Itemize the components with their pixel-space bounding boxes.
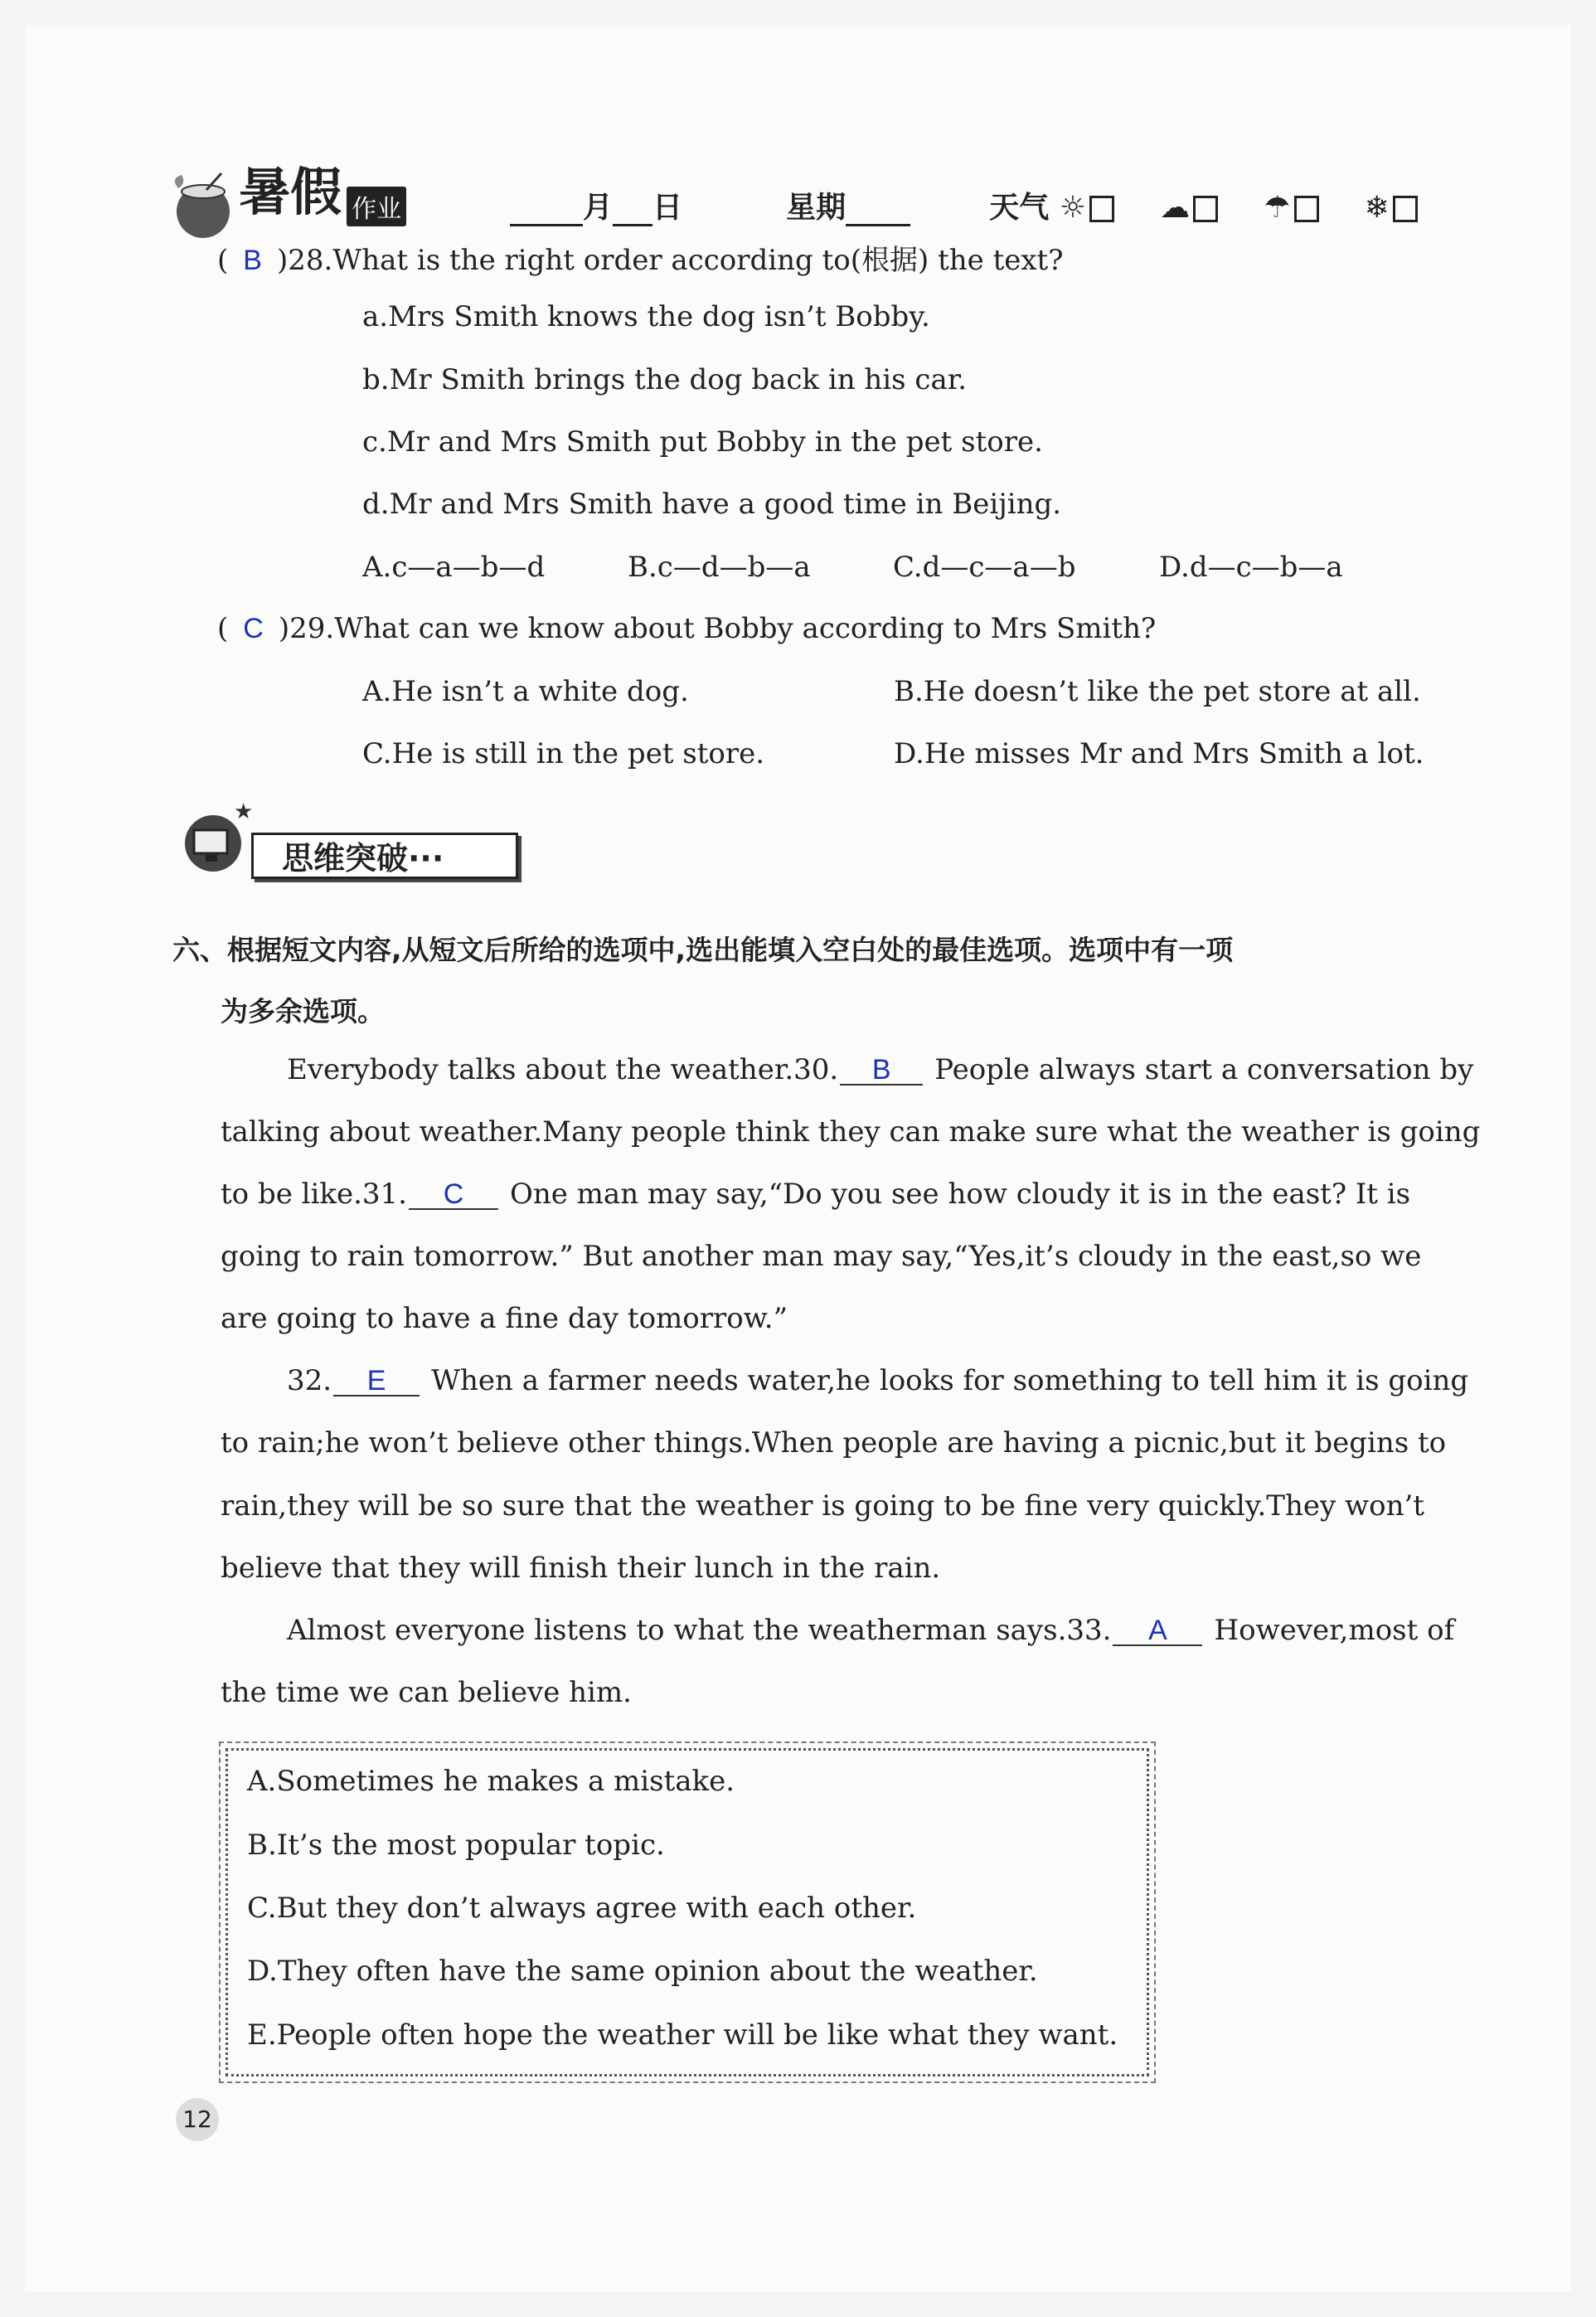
date-fields xyxy=(510,184,1418,226)
instruction-line-1: 六、根据短文内容,从短文后所给的选项中,选出能填入空白处的最佳选项。选项中有一项 xyxy=(172,934,1234,966)
box-option-a: A.Sometimes he makes a mistake. xyxy=(247,1765,735,1798)
passage-line-5: are going to have a fine day tomorrow.” xyxy=(221,1302,788,1335)
option-28-b: B.c—d—b—a xyxy=(628,551,811,584)
day-blank xyxy=(613,194,652,226)
statement-b: b.Mr Smith brings the dog back in his car. xyxy=(362,363,968,396)
blank-32[interactable] xyxy=(333,1367,420,1397)
computer-icon xyxy=(176,799,254,875)
rainy-checkbox[interactable] xyxy=(1294,196,1319,222)
passage-line-10: Almost everyone listens to what the weatherman says.33. A However,most of xyxy=(287,1614,1455,1647)
blank-31[interactable] xyxy=(409,1180,498,1210)
cloud-icon: ☁ xyxy=(1160,191,1191,225)
coconut-icon xyxy=(170,172,235,241)
option-28-a: A.c—a—b—d xyxy=(362,551,546,584)
statement-c: c.Mr and Mrs Smith put Bobby in the pet store. xyxy=(362,425,1043,459)
passage-line-3: to be like.31. C One man may say,“Do you see how cloudy it is in the east? It is xyxy=(221,1178,1411,1211)
day-label: 日 xyxy=(652,191,683,225)
answer-29: C xyxy=(243,613,264,644)
svg-text:★: ★ xyxy=(234,799,254,824)
weather-label: 天气 xyxy=(989,191,1050,225)
weekday-blank xyxy=(846,194,910,226)
instruction-line-2: 为多余选项。 xyxy=(221,995,385,1027)
question-28: ( B )28.What is the right order according to(根据) the text? xyxy=(217,244,1064,277)
answer-33: A xyxy=(1148,1615,1167,1646)
section-title: 思维突破··· xyxy=(251,833,518,879)
answer-31: C xyxy=(443,1178,464,1210)
question-number: )28. xyxy=(276,244,333,277)
section-banner xyxy=(176,799,254,878)
passage-line-7: to rain;he won’t believe other things.When people are having a picnic,but it begins to xyxy=(221,1426,1447,1460)
question-stem: What is the right order according to(根据) the text? xyxy=(332,244,1064,277)
month-label: 月 xyxy=(583,191,614,225)
question-number: )29. xyxy=(278,612,335,645)
cloudy-checkbox[interactable] xyxy=(1193,196,1218,222)
sun-icon: ☼ xyxy=(1059,191,1087,225)
option-29-b: B.He doesn’t like the pet store at all. xyxy=(894,675,1421,708)
answer-32: E xyxy=(366,1365,386,1397)
weekday-label: 星期 xyxy=(786,191,847,225)
box-option-c: C.But they don’t always agree with each other. xyxy=(247,1892,917,1925)
snowy-checkbox[interactable] xyxy=(1393,196,1418,222)
box-option-b: B.It’s the most popular topic. xyxy=(247,1829,665,1862)
month-blank xyxy=(510,194,583,226)
answer-30: B xyxy=(871,1054,891,1086)
box-option-e: E.People often hope the weather will be like what they want. xyxy=(247,2018,1118,2052)
passage-line-4: going to rain tomorrow.” But another man may say,“Yes,it’s cloudy in the east,so we xyxy=(221,1240,1422,1273)
passage-line-9: believe that they will finish their lunch in the rain. xyxy=(221,1552,941,1585)
passage-line-2: talking about weather.Many people think they can make sure what the weather is going xyxy=(221,1115,1481,1149)
passage-line-11: the time we can believe him. xyxy=(221,1676,632,1709)
rain-icon: ☂ xyxy=(1264,191,1291,225)
statement-d: d.Mr and Mrs Smith have a good time in Beijing. xyxy=(362,488,1062,521)
page-number: 12 xyxy=(176,2098,219,2141)
header-title: 暑假 xyxy=(239,162,342,222)
header-badge: 作业 xyxy=(347,187,406,226)
blank-30[interactable] xyxy=(840,1056,923,1086)
snow-icon: ❄ xyxy=(1364,191,1390,225)
option-29-a: A.He isn’t a white dog. xyxy=(362,675,689,708)
passage-line-8: rain,they will be so sure that the weather is going to be fine very quickly.They won’t xyxy=(221,1489,1424,1523)
sunny-checkbox[interactable] xyxy=(1089,196,1114,222)
passage-line-6: 32. E When a farmer needs water,he looks for something to tell him it is going xyxy=(287,1364,1469,1397)
option-28-c: C.d—c—a—b xyxy=(893,551,1076,584)
answer-28: B xyxy=(243,245,262,276)
option-29-d: D.He misses Mr and Mrs Smith a lot. xyxy=(894,737,1424,770)
blank-33[interactable] xyxy=(1113,1616,1202,1646)
statement-a: a.Mrs Smith knows the dog isn’t Bobby. xyxy=(362,300,930,333)
header-logo xyxy=(170,151,406,241)
option-29-c: C.He is still in the pet store. xyxy=(362,737,765,770)
passage-line-1: Everybody talks about the weather.30. B People always start a conversation by xyxy=(287,1053,1474,1086)
box-option-d: D.They often have the same opinion about the weather. xyxy=(247,1955,1038,1988)
question-stem: What can we know about Bobby according to Mrs Smith? xyxy=(334,612,1157,645)
question-29: ( C )29.What can we know about Bobby according to Mrs Smith? xyxy=(217,612,1157,645)
option-28-d: D.d—c—b—a xyxy=(1159,551,1343,584)
